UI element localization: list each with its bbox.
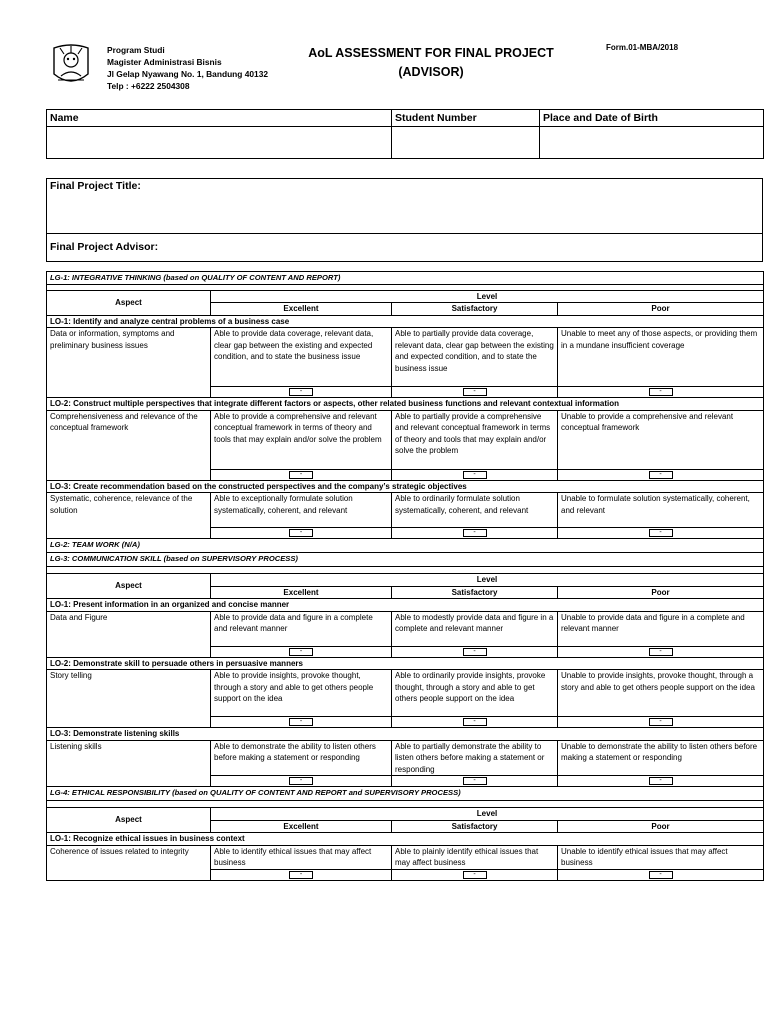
poor-header: Poor xyxy=(558,586,764,599)
score-checkbox[interactable]: - xyxy=(649,871,673,879)
assessment-table xyxy=(46,271,764,881)
satisfactory-criteria: Able to partially provide data coverage, relevant data, clear gap between the existing and expected condition, and to state the business issue xyxy=(392,328,558,387)
student-info-table xyxy=(46,109,764,159)
spacer xyxy=(47,801,764,808)
score-checkbox[interactable]: - xyxy=(649,777,673,785)
excellent-criteria: Able to identify ethical issues that may affect business xyxy=(211,845,392,869)
institution-line: Program Studi xyxy=(107,45,165,55)
lo-title: LO-2: Construct multiple perspectives that integrate different factors or aspects, other related business functions and relevant contextual information xyxy=(47,398,764,411)
score-checkbox[interactable]: - xyxy=(649,471,673,479)
excellent-criteria: Able to provide a comprehensive and relevant conceptual framework in terms of theory and tools that may explain and/or solve the problem xyxy=(211,410,392,469)
birth-field[interactable] xyxy=(540,127,764,159)
score-checkbox[interactable]: - xyxy=(289,777,313,785)
score-checkbox[interactable]: - xyxy=(289,471,313,479)
lg1-title: LG-1: INTEGRATIVE THINKING (based on QUALITY OF CONTENT AND REPORT) xyxy=(47,272,764,285)
score-checkbox[interactable]: - xyxy=(463,388,487,396)
score-checkbox[interactable]: - xyxy=(463,871,487,879)
project-title-label: Final Project Title: xyxy=(50,180,141,192)
satisfactory-header: Satisfactory xyxy=(392,586,558,599)
poor-header: Poor xyxy=(558,820,764,833)
score-checkbox[interactable]: - xyxy=(463,529,487,537)
satisfactory-criteria: Able to partially demonstrate the ability to listen others before making a statement or responding xyxy=(392,740,558,776)
institution-line: Jl Gelap Nyawang No. 1, Bandung 40132 xyxy=(107,69,269,79)
score-checkbox[interactable]: - xyxy=(289,718,313,726)
spacer xyxy=(47,567,764,574)
score-checkbox[interactable]: - xyxy=(463,777,487,785)
score-checkbox[interactable]: - xyxy=(463,471,487,479)
excellent-criteria: Able to provide insights, provoke thought, through a story and able to get others people support on the idea xyxy=(211,670,392,717)
score-checkbox[interactable]: - xyxy=(649,388,673,396)
poor-criteria: Unable to provide a comprehensive and relevant conceptual framework xyxy=(558,410,764,469)
title-line-1: AoL ASSESSMENT FOR FINAL PROJECT xyxy=(308,46,554,60)
poor-criteria: Unable to demonstrate the ability to listen others before making a statement or responding xyxy=(558,740,764,776)
project-advisor-field[interactable] xyxy=(47,234,763,262)
excellent-header: Excellent xyxy=(211,586,392,599)
poor-criteria: Unable to formulate solution systematically, coherent, and relevant xyxy=(558,493,764,528)
poor-criteria: Unable to provide data and figure in a complete and relevant manner xyxy=(558,611,764,646)
score-checkbox[interactable]: - xyxy=(289,529,313,537)
lo-title: LO-1: Present information in an organized and concise manner xyxy=(47,599,764,612)
score-checkbox[interactable]: - xyxy=(289,388,313,396)
lo-title: LO-3: Demonstrate listening skills xyxy=(47,728,764,741)
aspect-header: Aspect xyxy=(47,808,211,833)
lg3-title: LG-3: COMMUNICATION SKILL (based on SUPERVISORY PROCESS) xyxy=(47,553,764,567)
aspect-cell: Data or information, symptoms and preliminary business issues xyxy=(47,328,211,398)
student-number-header: Student Number xyxy=(392,110,540,127)
satisfactory-criteria: Able to ordinarily formulate solution systematically, coherent, and relevant xyxy=(392,493,558,528)
poor-criteria: Unable to identify ethical issues that may affect business xyxy=(558,845,764,869)
aspect-cell: Comprehensiveness and relevance of the conceptual framework xyxy=(47,410,211,480)
level-header: Level xyxy=(211,574,764,587)
project-title-field[interactable] xyxy=(47,179,763,234)
institution-info xyxy=(107,44,268,92)
project-table xyxy=(46,178,763,262)
poor-header: Poor xyxy=(558,303,764,316)
aspect-cell: Listening skills xyxy=(47,740,211,787)
aspect-header: Aspect xyxy=(47,574,211,599)
birth-header: Place and Date of Birth xyxy=(540,110,764,127)
page-title xyxy=(300,44,562,82)
excellent-criteria: Able to exceptionally formulate solution systematically, coherent, and relevant xyxy=(211,493,392,528)
aspect-cell: Coherence of issues related to integrity xyxy=(47,845,211,880)
satisfactory-header: Satisfactory xyxy=(392,820,558,833)
aspect-header: Aspect xyxy=(47,290,211,315)
name-header: Name xyxy=(47,110,392,127)
excellent-header: Excellent xyxy=(211,820,392,833)
lg2-title: LG-2: TEAM WORK (N/A) xyxy=(47,539,764,553)
level-header: Level xyxy=(211,808,764,821)
aspect-cell: Data and Figure xyxy=(47,611,211,657)
excellent-criteria: Able to demonstrate the ability to listen others before making a statement or responding xyxy=(211,740,392,776)
excellent-criteria: Able to provide data and figure in a complete and relevant manner xyxy=(211,611,392,646)
aspect-cell: Story telling xyxy=(47,670,211,728)
lo-title: LO-3: Create recommendation based on the constructed perspectives and the company’s strategic objectives xyxy=(47,480,764,493)
lo-title: LO-1: Identify and analyze central problems of a business case xyxy=(47,315,764,328)
aspect-cell: Systematic, coherence, relevance of the solution xyxy=(47,493,211,539)
satisfactory-criteria: Able to modestly provide data and figure in a complete and relevant manner xyxy=(392,611,558,646)
student-number-field[interactable] xyxy=(392,127,540,159)
title-line-2: (ADVISOR) xyxy=(398,65,464,79)
lg4-title: LG-4: ETHICAL RESPONSIBILITY (based on QUALITY OF CONTENT AND REPORT and SUPERVISORY PROCESS) xyxy=(47,787,764,801)
satisfactory-criteria: Able to ordinarily provide insights, provoke thought, through a story and able to get others people support on the idea xyxy=(392,670,558,717)
name-field[interactable] xyxy=(47,127,392,159)
project-advisor-label: Final Project Advisor: xyxy=(50,241,159,253)
institution-logo-icon xyxy=(48,40,94,90)
lo-title: LO-1: Recognize ethical issues in business context xyxy=(47,833,764,846)
institution-line: Telp : +6222 2504308 xyxy=(107,81,190,91)
excellent-header: Excellent xyxy=(211,303,392,316)
excellent-criteria: Able to provide data coverage, relevant data, clear gap between the existing and expected condition, and to state the business issue xyxy=(211,328,392,387)
institution-line: Magister Administrasi Bisnis xyxy=(107,57,222,67)
score-checkbox[interactable]: - xyxy=(289,648,313,656)
lo-title: LO-2: Demonstrate skill to persuade others in persuasive manners xyxy=(47,657,764,670)
poor-criteria: Unable to meet any of those aspects, or providing them in a mundane insufficient coverage xyxy=(558,328,764,387)
score-checkbox[interactable]: - xyxy=(463,718,487,726)
satisfactory-criteria: Able to partially provide a comprehensive and relevant conceptual framework in terms of theory and tools that may explain and/or solve the problem xyxy=(392,410,558,469)
score-checkbox[interactable]: - xyxy=(649,718,673,726)
poor-criteria: Unable to provide insights, provoke thought, through a story and able to get others people support on the idea xyxy=(558,670,764,717)
level-header: Level xyxy=(211,290,764,303)
score-checkbox[interactable]: - xyxy=(289,871,313,879)
score-checkbox[interactable]: - xyxy=(649,529,673,537)
score-checkbox[interactable]: - xyxy=(463,648,487,656)
score-checkbox[interactable]: - xyxy=(649,648,673,656)
form-code: Form.01-MBA/2018 xyxy=(606,43,679,52)
satisfactory-criteria: Able to plainly identify ethical issues that may affect business xyxy=(392,845,558,869)
satisfactory-header: Satisfactory xyxy=(392,303,558,316)
